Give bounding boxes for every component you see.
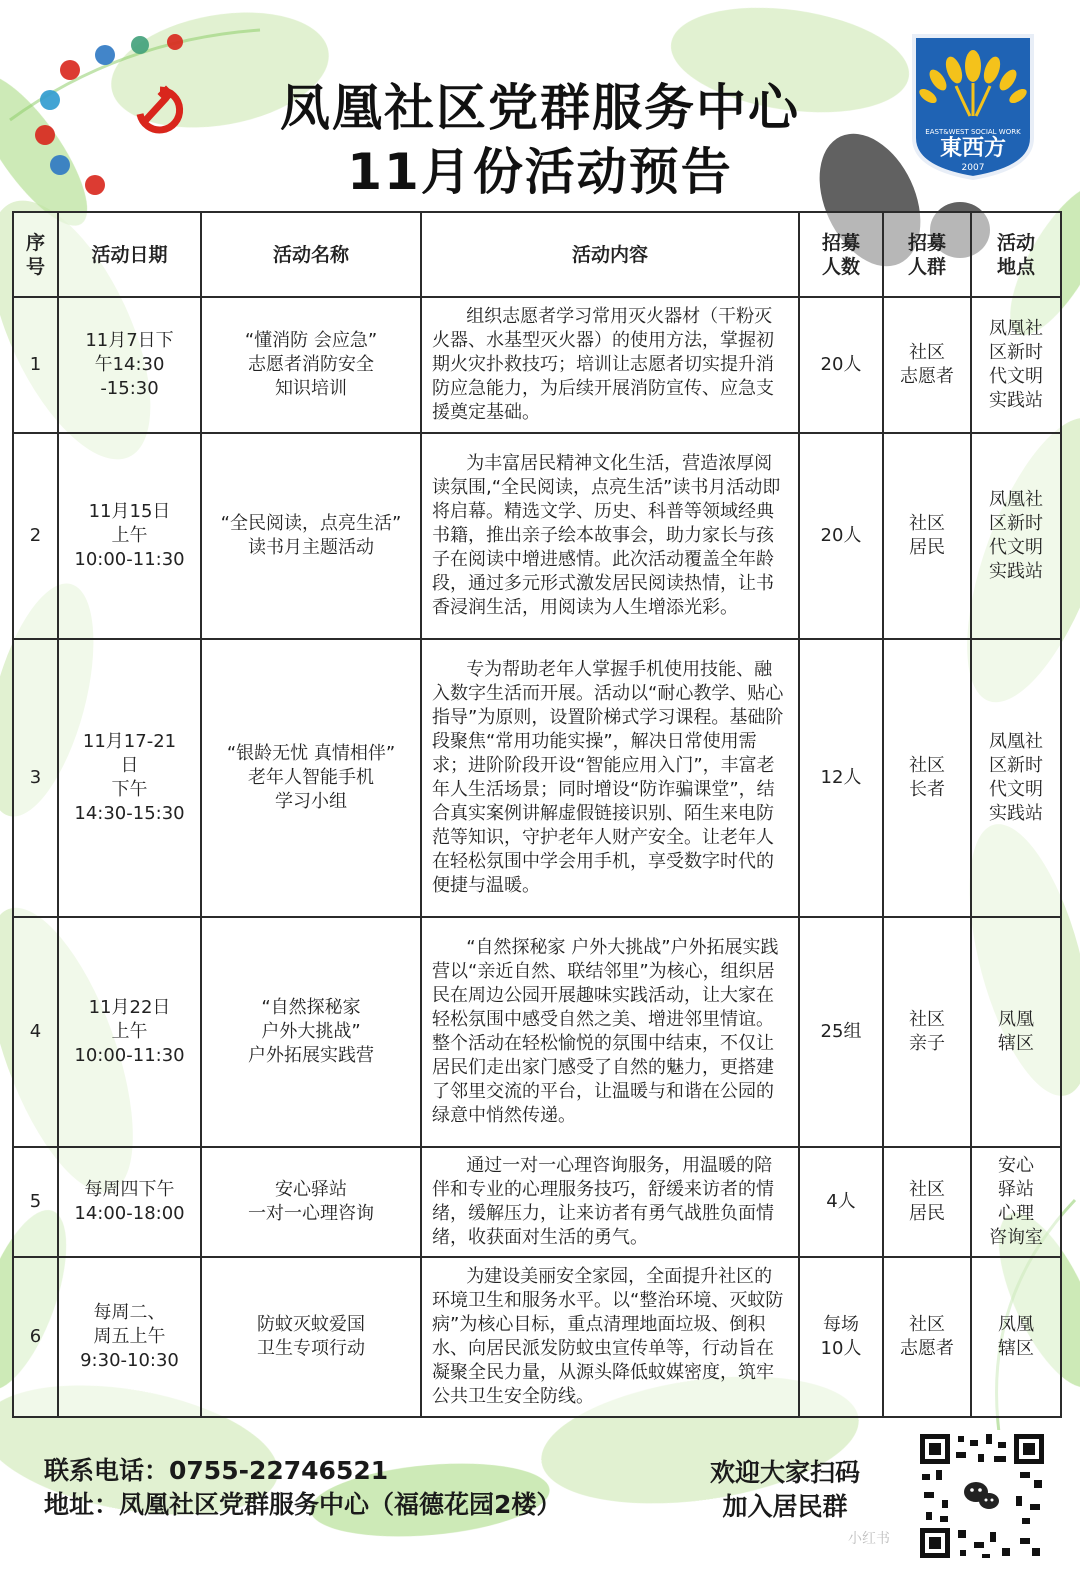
page-subtitle: 11月份活动预告 (347, 143, 733, 201)
cell-place: 凤凰 辖区 (971, 1257, 1061, 1417)
page-title: 凤凰社区党群服务中心 (280, 79, 800, 137)
cell-name: “懂消防 会应急” 志愿者消防安全 知识培训 (201, 297, 421, 433)
table-row (13, 297, 1061, 433)
cell-place: 凤凰社 区新时 代文明 实践站 (971, 639, 1061, 917)
cell-content: “自然探秘家 户外大挑战”户外拓展实践营以“亲近自然、联结邻里”为核心，组织居民在周边公园开展趣味实践活动，让大家在轻松氛围中感受自然之美、增进邻里情谊。整个活动在轻松愉悦的氛围中结束，不仅让居民们走出家门感受了自然的魅力，更搭建了邻里交流的平台，让温暖与和谐在公园的绿意中悄然传递。 (421, 917, 799, 1147)
contact-info (44, 1454, 561, 1522)
logo-text: 東西方 (939, 135, 1007, 161)
cell-no: 4 (13, 917, 58, 1147)
cell-group: 社区 亲子 (883, 917, 971, 1147)
cell-no: 6 (13, 1257, 58, 1417)
table-row (13, 639, 1061, 917)
header-name: 活动名称 (201, 212, 421, 297)
address: 凤凰社区党群服务中心（福德花园2楼） (119, 1490, 562, 1519)
wechat-qr-code[interactable] (916, 1430, 1048, 1562)
cell-count: 20人 (799, 297, 883, 433)
cell-name: “自然探秘家 户外大挑战” 户外拓展实践营 (201, 917, 421, 1147)
activity-schedule-table (12, 211, 1062, 1418)
cell-date: 11月22日 上午 10:00-11:30 (58, 917, 201, 1147)
header-place: 活动 地点 (971, 212, 1061, 297)
cell-place: 凤凰社 区新时 代文明 实践站 (971, 433, 1061, 639)
cell-group: 社区 居民 (883, 433, 971, 639)
cell-no: 1 (13, 297, 58, 433)
cell-content: 为建设美丽安全家园，全面提升社区的环境卫生和服务水平。以“整治环境、灭蚊防病”为核心目标，重点清理地面垃圾、倒积水、向居民派发防蚊虫宣传单等，行动旨在凝聚全民力量，从源头降低蚊媒密度，筑牢公共卫生安全防线。 (421, 1257, 799, 1417)
table-row (13, 1257, 1061, 1417)
cell-place: 凤凰社 区新时 代文明 实践站 (971, 297, 1061, 433)
cell-count: 4人 (799, 1147, 883, 1257)
cell-group: 社区 居民 (883, 1147, 971, 1257)
cell-count: 25组 (799, 917, 883, 1147)
cell-no: 5 (13, 1147, 58, 1257)
header-content: 活动内容 (421, 212, 799, 297)
logo-subtext: EAST&WEST SOCIAL WORK (925, 128, 1021, 136)
cell-count: 20人 (799, 433, 883, 639)
cell-group: 社区 长者 (883, 639, 971, 917)
phone-number: 0755-22746521 (169, 1456, 389, 1485)
logo-year: 2007 (961, 163, 985, 173)
phone-line: 联系电话：0755-22746521 (44, 1456, 389, 1485)
scan-invite: 欢迎大家扫码 加入居民群 (709, 1458, 860, 1521)
header-count: 招募 人数 (799, 212, 883, 297)
cell-group: 社区 志愿者 (883, 297, 971, 433)
table-row (13, 1147, 1061, 1257)
cell-date: 每周二、 周五上午 9:30-10:30 (58, 1257, 201, 1417)
header-no: 序 号 (13, 212, 58, 297)
table-row (13, 917, 1061, 1147)
cell-place: 安心 驿站 心理 咨询室 (971, 1147, 1061, 1257)
address-line: 地址：凤凰社区党群服务中心（福德花园2楼） (44, 1490, 562, 1519)
watermark: 小红书 (848, 1531, 890, 1547)
cell-count: 每场 10人 (799, 1257, 883, 1417)
cell-date: 11月7日下 午14:30 -15:30 (58, 297, 201, 433)
cell-content: 为丰富居民精神文化生活，营造浓厚阅读氛围,“全民阅读，点亮生活”读书月活动即将启幕。精选文学、历史、科普等领域经典书籍，推出亲子绘本故事会，助力家长与孩子在阅读中增进感情。此次活动覆盖全年龄段，通过多元形式激发居民阅读热情，让书香浸润生活，用阅读为人生增添光彩。 (421, 433, 799, 639)
cell-date: 11月17-21 日 下午 14:30-15:30 (58, 639, 201, 917)
cell-date: 11月15日 上午 10:00-11:30 (58, 433, 201, 639)
cell-no: 2 (13, 433, 58, 639)
header-group: 招募 人群 (883, 212, 971, 297)
table-header-row (13, 212, 1061, 297)
header-date: 活动日期 (58, 212, 201, 297)
cell-content: 通过一对一心理咨询服务，用温暖的陪伴和专业的心理服务技巧，舒缓来访者的情绪，缓解压力，让来访者有勇气战胜负面情绪，收获面对生活的勇气。 (421, 1147, 799, 1257)
cell-content: 专为帮助老年人掌握手机使用技能、融入数字生活而开展。活动以“耐心教学、贴心指导”为原则，设置阶梯式学习课程。基础阶段聚焦“常用功能实操”，解决日常使用需求；进阶阶段开设“智能应用入门”，丰富老年人生活场景；同时增设“防诈骗课堂”，结合真实案例讲解虚假链接识别、陌生来电防范等知识，守护老年人财产安全。让老年人在轻松氛围中学会用手机，享受数字时代的便捷与温暖。 (421, 639, 799, 917)
table-row (13, 433, 1061, 639)
cell-place: 凤凰 辖区 (971, 917, 1061, 1147)
cell-date: 每周四下午 14:00-18:00 (58, 1147, 201, 1257)
cell-name: 防蚊灭蚊爱国 卫生专项行动 (201, 1257, 421, 1417)
cell-count: 12人 (799, 639, 883, 917)
cell-name: “银龄无忧 真情相伴” 老年人智能手机 学习小组 (201, 639, 421, 917)
cell-name: “全民阅读，点亮生活” 读书月主题活动 (201, 433, 421, 639)
cell-name: 安心驿站 一对一心理咨询 (201, 1147, 421, 1257)
cell-group: 社区 志愿者 (883, 1257, 971, 1417)
cell-no: 3 (13, 639, 58, 917)
cell-content: 组织志愿者学习常用灭火器材（干粉灭火器、水基型灭火器）的使用方法，掌握初期火灾扑救技巧；培训让志愿者切实提升消防应急能力，为后续开展消防宣传、应急支援奠定基础。 (421, 297, 799, 433)
